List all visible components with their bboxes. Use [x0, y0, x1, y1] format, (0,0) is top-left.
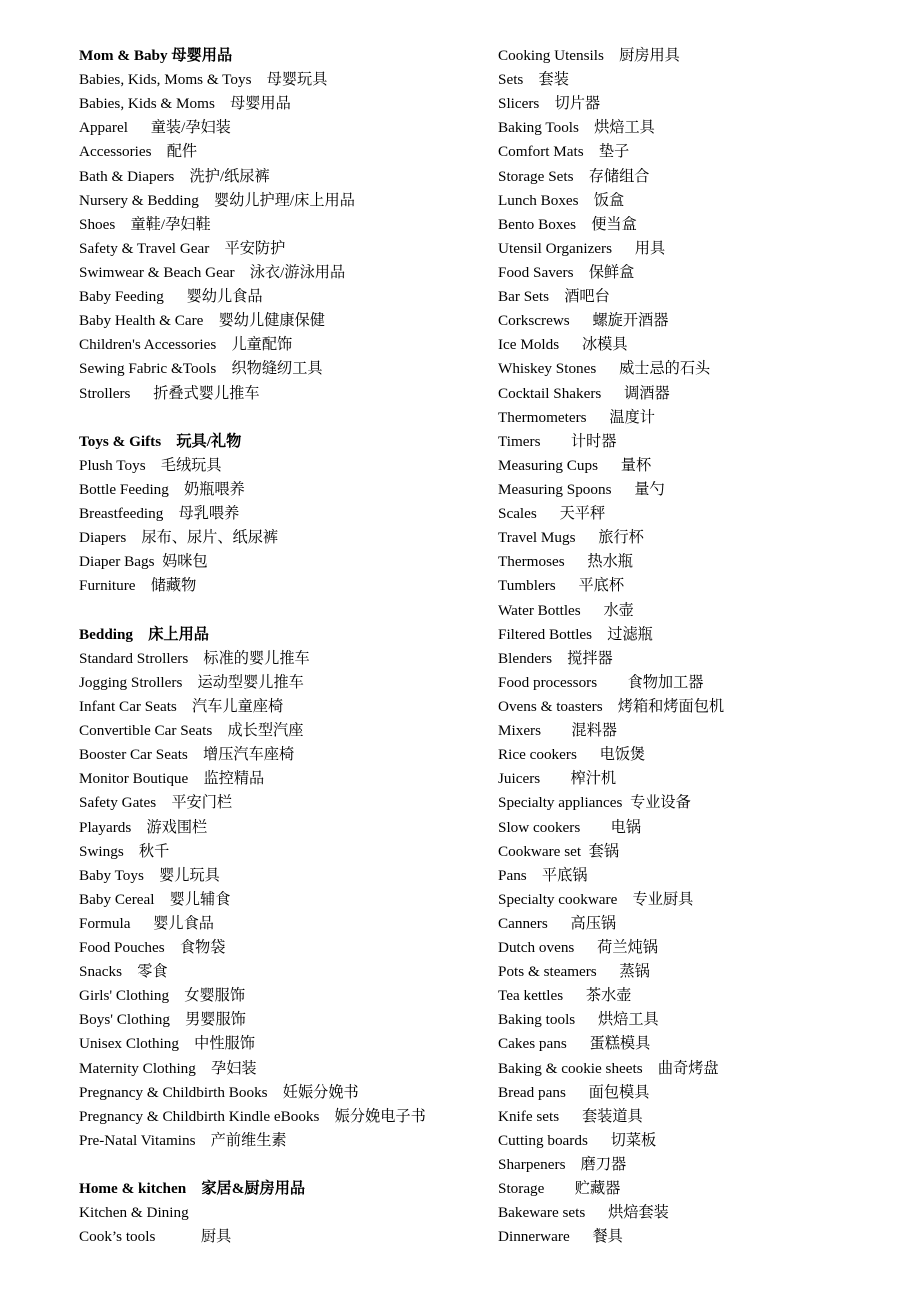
category-entry: Apparel 童装/孕妇装 [79, 119, 231, 137]
category-entry: Pre-Natal Vitamins 产前维生素 [79, 1131, 287, 1149]
category-entry: Cutting boards 切菜板 [498, 1131, 657, 1149]
category-entry: Bath & Diapers 洗护/纸尿裤 [79, 167, 270, 185]
category-entry: Scales 天平秤 [498, 505, 606, 523]
category-entry: Cookware set 套锅 [498, 842, 620, 860]
category-entry: Measuring Cups 量杯 [498, 456, 652, 474]
category-entry: Pregnancy & Childbirth Books 妊娠分娩书 [79, 1083, 359, 1101]
category-entry: Lunch Boxes 饭盒 [498, 191, 625, 209]
category-entry: Breastfeeding 母乳喂养 [79, 505, 240, 523]
category-entry: Comfort Mats 垫子 [498, 143, 630, 161]
category-entry: Slow cookers 电锅 [498, 818, 642, 836]
category-entry: Baking & cookie sheets 曲奇烤盘 [498, 1059, 719, 1077]
category-entry: Safety Gates 平安门栏 [79, 794, 233, 812]
category-entry: Cocktail Shakers 调酒器 [498, 384, 670, 402]
category-entry: Infant Car Seats 汽车儿童座椅 [79, 697, 284, 715]
category-entry: Monitor Boutique 监控精品 [79, 770, 265, 788]
category-entry: Diaper Bags 妈咪包 [79, 553, 208, 571]
category-entry: Safety & Travel Gear 平安防护 [79, 239, 286, 257]
category-entry: Corkscrews 螺旋开酒器 [498, 312, 669, 330]
category-entry: Dutch ovens 荷兰炖锅 [498, 939, 658, 957]
category-entry: Girls' Clothing 女婴服饰 [79, 987, 246, 1005]
category-entry: Accessories 配件 [79, 143, 198, 161]
category-entry: Bento Boxes 便当盒 [498, 215, 637, 233]
category-entry: Storage 贮藏器 [498, 1180, 621, 1198]
category-entry: Unisex Clothing 中性服饰 [79, 1035, 255, 1053]
category-entry: Baby Health & Care 婴幼儿健康保健 [79, 312, 325, 330]
section-heading: Home & kitchen 家居&厨房用品 [79, 1180, 306, 1198]
category-entry: Filtered Bottles 过滤瓶 [498, 625, 653, 643]
category-entry: Standard Strollers 标准的婴儿推车 [79, 649, 310, 667]
category-entry: Travel Mugs 旅行杯 [498, 529, 644, 547]
category-entry: Bar Sets 酒吧台 [498, 288, 610, 306]
category-entry: Specialty cookware 专业厨具 [498, 890, 694, 908]
category-entry: Plush Toys 毛绒玩具 [79, 456, 222, 474]
category-entry: Shoes 童鞋/孕妇鞋 [79, 215, 211, 233]
category-entry: Storage Sets 存储组合 [498, 167, 650, 185]
category-entry: Snacks 零食 [79, 963, 168, 981]
category-entry: Utensil Organizers 用具 [498, 239, 666, 257]
category-entry: Babies, Kids & Moms 母婴用品 [79, 95, 291, 113]
category-entry: Swimwear & Beach Gear 泳衣/游泳用品 [79, 263, 346, 281]
category-entry: Sewing Fabric &Tools 织物缝纫工具 [79, 360, 323, 378]
category-entry: Tea kettles 茶水壶 [498, 987, 632, 1005]
category-entry: Baking Tools 烘焙工具 [498, 119, 655, 137]
category-entry: Ovens & toasters 烤箱和烤面包机 [498, 697, 725, 715]
category-entry: Thermometers 温度计 [498, 408, 655, 426]
category-entry: Timers 计时器 [498, 432, 617, 450]
section-heading: Toys & Gifts 玩具/礼物 [79, 432, 242, 450]
category-entry: Food Savers 保鲜盒 [498, 263, 635, 281]
category-entry: Baby Toys 婴儿玩具 [79, 866, 220, 884]
category-entry: Slicers 切片器 [498, 95, 601, 113]
category-entry: Baby Cereal 婴儿辅食 [79, 890, 231, 908]
category-entry: Baby Feeding 婴幼儿食品 [79, 288, 263, 306]
section-heading: Bedding 床上用品 [79, 625, 209, 643]
category-entry: Ice Molds 冰模具 [498, 336, 628, 354]
category-entry: Food processors 食物加工器 [498, 673, 704, 691]
category-entry: Strollers 折叠式婴儿推车 [79, 384, 260, 402]
category-entry: Diapers 尿布、尿片、纸尿裤 [79, 529, 279, 547]
category-entry: Bottle Feeding 奶瓶喂养 [79, 480, 245, 498]
category-entry: Dinnerware 餐具 [498, 1228, 623, 1246]
category-entry: Water Bottles 水壶 [498, 601, 634, 619]
category-entry: Boys' Clothing 男婴服饰 [79, 1011, 246, 1029]
category-entry: Furniture 储藏物 [79, 577, 197, 595]
category-entry: Baking tools 烘焙工具 [498, 1011, 659, 1029]
category-entry: Nursery & Bedding 婴幼儿护理/床上用品 [79, 191, 355, 209]
category-entry: Whiskey Stones 威士忌的石头 [498, 360, 711, 378]
category-entry: Specialty appliances 专业设备 [498, 794, 691, 812]
category-entry: Children's Accessories 儿童配饰 [79, 336, 293, 354]
left-column [79, 44, 489, 1249]
category-entry: Juicers 榨汁机 [498, 770, 617, 788]
category-entry: Maternity Clothing 孕妇装 [79, 1059, 257, 1077]
category-entry: Rice cookers 电饭煲 [498, 746, 646, 764]
category-entry: Booster Car Seats 增压汽车座椅 [79, 746, 295, 764]
section-heading: Mom & Baby 母婴用品 [79, 47, 233, 64]
category-entry: Cakes pans 蛋糕模具 [498, 1035, 651, 1053]
category-entry: Pots & steamers 蒸锅 [498, 963, 650, 981]
category-entry: Swings 秋千 [79, 842, 170, 860]
category-entry: Mixers 混料器 [498, 722, 617, 740]
category-entry: Measuring Spoons 量勺 [498, 480, 665, 498]
category-entry: Thermoses 热水瓶 [498, 553, 633, 571]
category-entry: Blenders 搅拌器 [498, 649, 613, 667]
category-entry: Tumblers 平底杯 [498, 577, 625, 595]
category-entry: Pans 平底锅 [498, 866, 588, 884]
category-entry: Formula 婴儿食品 [79, 914, 214, 932]
blank-line [79, 599, 489, 623]
category-entry: Pregnancy & Childbirth Kindle eBooks 娠分娩电子书 [79, 1107, 426, 1125]
category-entry: Convertible Car Seats 成长型汽座 [79, 722, 304, 740]
right-column [498, 44, 908, 1249]
category-entry: Knife sets 套装道具 [498, 1107, 643, 1125]
blank-line [79, 1153, 489, 1177]
category-entry: Sharpeners 磨刀器 [498, 1156, 627, 1174]
category-entry: Cook’s tools 厨具 [79, 1228, 232, 1246]
blank-line [79, 406, 489, 430]
category-entry: Sets 套装 [498, 71, 569, 89]
category-entry: Bread pans 面包模具 [498, 1083, 650, 1101]
category-entry: Cooking Utensils 厨房用具 [498, 47, 680, 64]
category-entry: Food Pouches 食物袋 [79, 939, 226, 957]
category-entry: Babies, Kids, Moms & Toys 母婴玩具 [79, 71, 328, 89]
category-entry: Playards 游戏围栏 [79, 818, 208, 836]
category-entry: Bakeware sets 烘焙套装 [498, 1204, 669, 1222]
category-entry: Canners 高压锅 [498, 914, 617, 932]
category-entry: Jogging Strollers 运动型婴儿推车 [79, 673, 304, 691]
category-entry: Kitchen & Dining [79, 1204, 189, 1222]
